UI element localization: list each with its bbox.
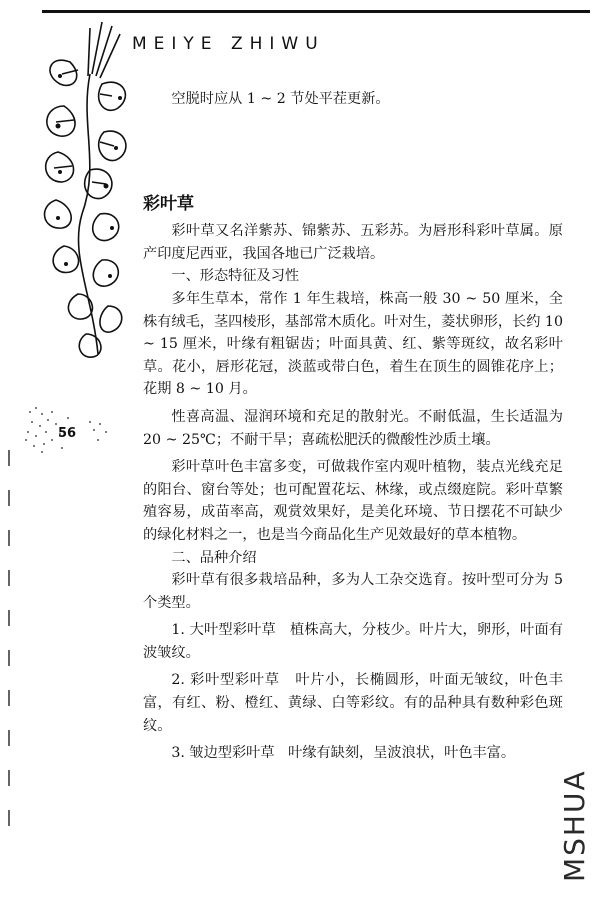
watermark-text: MSHUA xyxy=(558,769,591,882)
subheading-varieties: 二、品种介绍 xyxy=(171,549,257,566)
variety-item-3-label: 3. 皱边型彩叶草 xyxy=(171,745,275,762)
variety-item-3 xyxy=(143,742,563,765)
variety-item-2 xyxy=(143,669,563,737)
subheading-morphology: 一、形态特征及习性 xyxy=(171,268,300,285)
habit-paragraph: 性喜高温、湿润环境和充足的散射光。不耐低温，生长适温为 20 ~ 25℃；不耐干旱；喜疏松肥沃的微酸性沙质土壤。 xyxy=(143,408,563,448)
running-header-title: MEIYE ZHIWU xyxy=(132,34,325,54)
header-rule xyxy=(42,10,590,13)
variety-item-2-text: 叶片小，长椭圆形，叶面无皱纹，叶色丰富，有红、粉、橙红、黄绿、白等彩纹。有的品种具有数种彩色斑纹。 xyxy=(143,672,563,734)
page-number: 56 xyxy=(58,426,77,441)
continuation-paragraph: 空脱时应从 1 ~ 2 节处平茬更新。 xyxy=(171,91,390,107)
page-body xyxy=(143,88,563,765)
morphology-paragraph: 多年生草本，常作 1 年生栽培，株高一般 30 ~ 50 厘米，全株有绒毛，茎四棱形，基部常木质化。叶对生，菱状卵形，长约 10 ~ 15 厘米，叶缘有粗锯齿；叶面具黄、红、紫等斑纹，故名彩叶草。花小，唇形花冠，淡蓝或带白色，着生在顶生的圆锥花序上；花期 8 ~ 10 月。 xyxy=(143,290,563,398)
varieties-paragraph: 彩叶草有很多栽培品种，多为人工杂交选育。按叶型可分为 5 个类型。 xyxy=(143,572,563,611)
variety-item-1-text: 植株高大，分枝少。叶片大，卵形，叶面有波皱纹。 xyxy=(143,622,564,661)
use-paragraph: 彩叶草叶色丰富多变，可做栽作室内观叶植物，装点光线充足的阳台、窗台等处；也可配置花坛、林缘，或点缀庭院。彩叶草繁殖容易，成苗率高，观赏效果好，是美化环境、节日摆花不可缺少的绿化材料之一，也是当今商品化生产见效最好的草本植物。 xyxy=(143,459,563,543)
leaf-vine-illustration xyxy=(30,14,140,374)
watermark xyxy=(548,770,598,890)
scan-margin-marks xyxy=(4,450,14,880)
variety-item-1 xyxy=(143,619,563,664)
variety-item-2-label: 2. 彩叶型彩叶草 xyxy=(171,672,280,689)
intro-paragraph: 彩叶草又名洋紫苏、锦紫苏、五彩苏。为唇形科彩叶草属。原产印度尼西亚，我国各地已广泛栽培。 xyxy=(143,223,563,262)
section-title: 彩叶草 xyxy=(143,193,194,214)
variety-item-3-text: 叶缘有缺刻，呈波浪状，叶色丰富。 xyxy=(288,745,516,762)
variety-item-1-label: 1. 大叶型彩叶草 xyxy=(171,622,276,639)
